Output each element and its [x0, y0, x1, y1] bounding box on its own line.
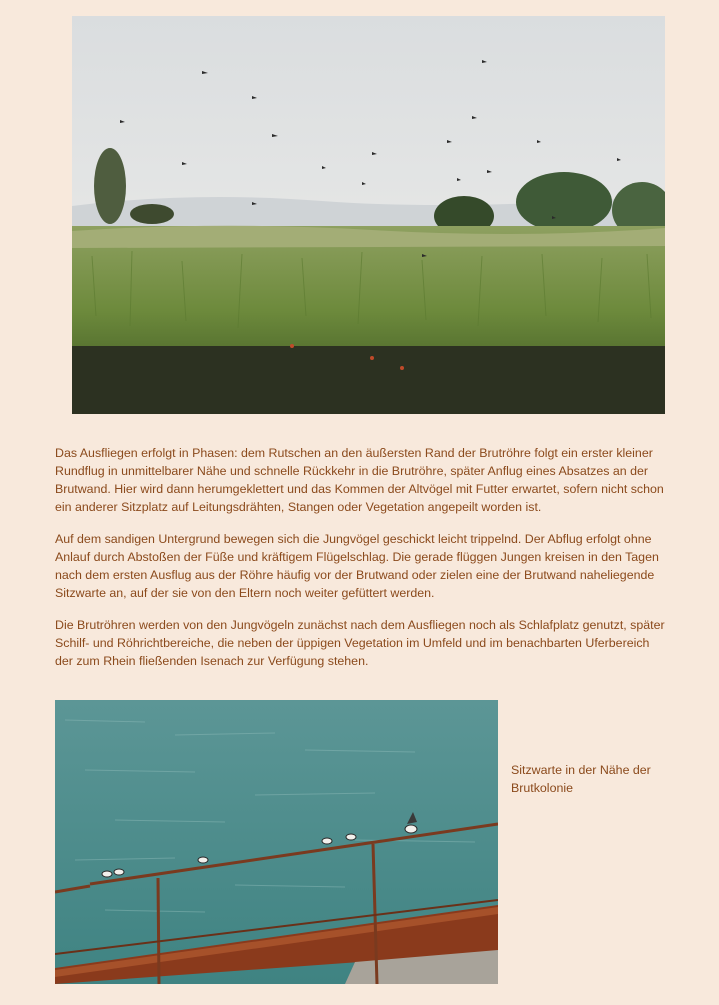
photo-caption: Sitzwarte in der Nähe der Brutkolonie [511, 763, 651, 795]
paragraph-1: Das Ausfliegen erfolgt in Phasen: dem Rutschen an den äußersten Rand der Brutröhre folgt ein erster kleiner Rundflug in unmittelbarer Nähe und schnelle Rückkehr in die Brutröhre, später Anflug eines Absatzes an der Brutwand. Hier wird dann herumgeklettert und das Kommen der Altvögel mit Futter erwartet, sofern nicht schon ein anderer Sitzplatz auf Leitungsdrähten, Stangen oder Vegetation angepeilt worden ist. [55, 446, 664, 514]
paragraph-2: Auf dem sandigen Untergrund bewegen sich die Jungvögel geschickt leicht trippelnd. Der Abflug erfolgt ohne Anlauf durch Abstoßen der Füße und kräftigem Flügelschlag. Die gerade flüggen Jungen kreisen in den Tagen nach dem ersten Ausflug aus der Röhre häufig vor der Brutwand oder zielen eine der Brutwand naheliegende Sitzwarte an, auf der sie von den Eltern noch weiter gefüttert werden. [55, 532, 659, 600]
swallows-field-image [72, 16, 665, 414]
railing-water-photo [55, 700, 498, 984]
railing-water-image [55, 700, 498, 984]
paragraph-3: Die Brutröhren werden von den Jungvögeln zunächst nach dem Ausfliegen noch als Schlafplatz genutzt, später Schilf- und Röhrichtbereiche, die neben der üppigen Vegetation im Umfeld und im benachbarten Uferbereich der zum Rhein fließenden Isenach zur Verfügung stehen. [55, 618, 665, 668]
swallows-field-photo [72, 16, 665, 414]
article-text [55, 444, 667, 684]
